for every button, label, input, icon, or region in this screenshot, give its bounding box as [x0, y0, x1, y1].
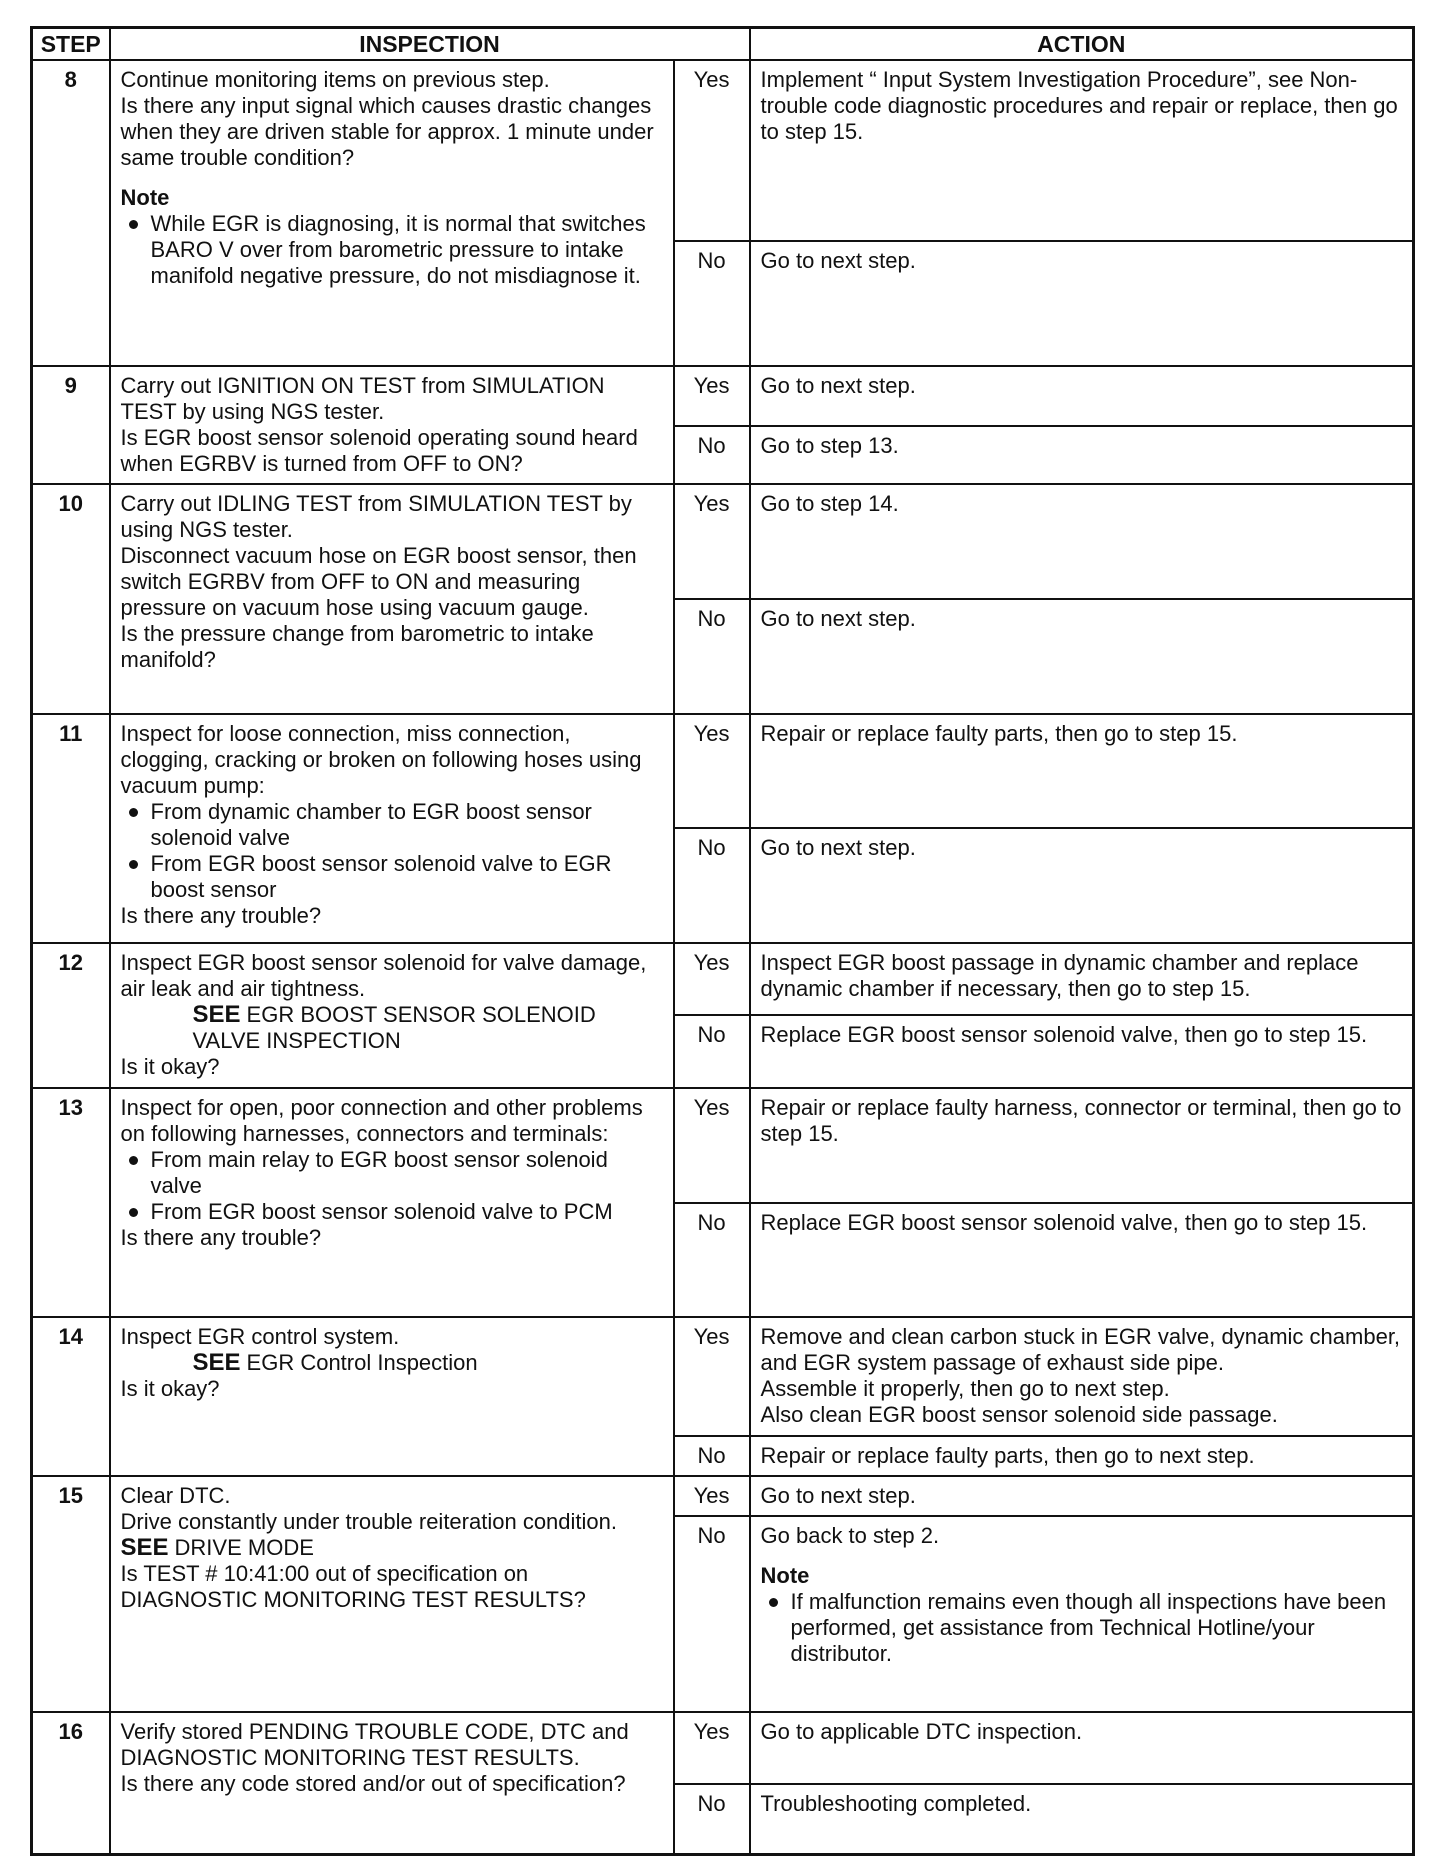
no-label: No	[674, 1516, 750, 1711]
no-label: No	[674, 241, 750, 366]
inspection-text: Carry out IGNITION ON TEST from SIMULATION TEST by using NGS tester.	[120, 372, 605, 424]
header-step: STEP	[32, 28, 110, 61]
step-number: 12	[32, 943, 110, 1088]
see-keyword: SEE	[192, 1001, 241, 1029]
step-number: 16	[32, 1712, 110, 1855]
step-number: 15	[32, 1476, 110, 1711]
table-row	[32, 60, 1414, 241]
no-action: Go to next step.	[750, 241, 1414, 366]
inspection-cell	[110, 1712, 674, 1855]
yes-label: Yes	[674, 1476, 750, 1516]
yes-action: Go to step 14.	[750, 484, 1414, 599]
action-text: Also clean EGR boost sensor solenoid side passage.	[760, 1402, 1278, 1428]
note-bullet: While EGR is diagnosing, it is normal that switches BARO V over from barometric pressure to intake manifold negative pressure, do not misdiagnose it.	[121, 211, 663, 289]
no-label: No	[674, 1203, 750, 1318]
step-number: 11	[32, 714, 110, 943]
see-target: EGR BOOST SENSOR SOLENOID VALVE INSPECTION	[192, 1002, 596, 1054]
inspection-cell	[110, 1317, 674, 1476]
yes-label: Yes	[674, 714, 750, 829]
inspection-text: Inspect for loose connection, miss connection, clogging, cracking or broken on following hoses using vacuum pump:	[120, 720, 642, 798]
yes-label: Yes	[674, 1088, 750, 1203]
yes-action: Repair or replace faulty parts, then go to step 15.	[750, 714, 1414, 829]
yes-action: Inspect EGR boost passage in dynamic chamber and replace dynamic chamber if necessary, then go to step 15.	[750, 943, 1414, 1015]
see-target: EGR Control Inspection	[246, 1350, 478, 1376]
inspection-text: Carry out IDLING TEST from SIMULATION TEST by using NGS tester.	[120, 491, 632, 543]
inspection-text: Inspect EGR boost sensor solenoid for valve damage, air leak and air tightness.	[120, 950, 647, 1002]
inspection-question: Is there any code stored and/or out of specification?	[120, 1770, 626, 1796]
note-title: Note	[760, 1563, 810, 1589]
see-keyword: SEE	[120, 1534, 169, 1562]
diagnostic-table	[30, 26, 1415, 1856]
no-action: Replace EGR boost sensor solenoid valve, then go to step 15.	[750, 1203, 1414, 1318]
no-label: No	[674, 599, 750, 714]
harness-bullet: From main relay to EGR boost sensor solenoid valve	[121, 1147, 663, 1199]
harness-bullet: From EGR boost sensor solenoid valve to PCM	[121, 1199, 663, 1225]
inspection-cell	[110, 943, 674, 1088]
no-action: Go to next step.	[750, 828, 1414, 943]
action-text: Remove and clean carbon stuck in EGR valve, dynamic chamber, and EGR system passage of exhaust side pipe.	[760, 1324, 1401, 1376]
inspection-question: Is it okay?	[120, 1054, 220, 1080]
hose-bullet: From dynamic chamber to EGR boost sensor solenoid valve	[121, 799, 663, 851]
no-action	[750, 1516, 1414, 1711]
yes-action: Go to next step.	[750, 366, 1414, 426]
inspection-text: Inspect for open, poor connection and other problems on following harnesses, connectors and terminals:	[120, 1094, 643, 1146]
inspection-question: Is it okay?	[120, 1376, 220, 1402]
yes-action: Repair or replace faulty harness, connector or terminal, then go to step 15.	[750, 1088, 1414, 1203]
step-number: 14	[32, 1317, 110, 1476]
step-number: 10	[32, 484, 110, 713]
yes-label: Yes	[674, 1317, 750, 1436]
inspection-cell	[110, 714, 674, 943]
yes-label: Yes	[674, 366, 750, 426]
yes-label: Yes	[674, 943, 750, 1015]
action-text: Assemble it properly, then go to next step.	[760, 1376, 1170, 1402]
no-action: Go to next step.	[750, 599, 1414, 714]
inspection-question: Is there any trouble?	[120, 1224, 322, 1250]
inspection-cell	[110, 366, 674, 485]
table-row	[32, 366, 1414, 426]
see-reference	[121, 1350, 663, 1376]
inspection-text: Verify stored PENDING TROUBLE CODE, DTC and DIAGNOSTIC MONITORING TEST RESULTS.	[120, 1718, 629, 1770]
no-label: No	[674, 426, 750, 484]
note-bullet: If malfunction remains even though all inspections have been performed, get assistance from Technical Hotline/your distributor.	[761, 1589, 1403, 1667]
yes-action	[750, 1317, 1414, 1436]
inspection-question: Is TEST # 10:41:00 out of specification on DIAGNOSTIC MONITORING TEST RESULTS?	[120, 1561, 586, 1613]
inspection-text: Drive constantly under trouble reiteration condition.	[120, 1509, 617, 1535]
table-row	[32, 1712, 1414, 1784]
step-number: 13	[32, 1088, 110, 1317]
hose-bullet: From EGR boost sensor solenoid valve to EGR boost sensor	[121, 851, 663, 903]
step-number: 8	[32, 60, 110, 366]
header-row	[32, 28, 1414, 61]
inspection-text: Is EGR boost sensor solenoid operating sound heard when EGRBV is turned from OFF to ON?	[120, 424, 638, 476]
inspection-text: Is there any input signal which causes drastic changes when they are driven stable for approx. 1 minute under same trouble condition?	[120, 93, 654, 170]
table-row	[32, 484, 1414, 599]
yes-action: Go to next step.	[750, 1476, 1414, 1516]
header-action: ACTION	[750, 28, 1414, 61]
action-text: Go back to step 2.	[760, 1523, 940, 1549]
inspection-cell	[110, 60, 674, 366]
inspection-cell	[110, 484, 674, 713]
no-label: No	[674, 1784, 750, 1855]
no-label: No	[674, 1015, 750, 1087]
inspection-text: Disconnect vacuum hose on EGR boost sensor, then switch EGRBV from OFF to ON and measuring pressure on vacuum hose using vacuum gauge.	[120, 543, 637, 621]
see-reference	[121, 1535, 663, 1561]
see-keyword: SEE	[192, 1349, 241, 1377]
no-action: Troubleshooting completed.	[750, 1784, 1414, 1855]
note-title: Note	[120, 185, 170, 210]
yes-action: Go to applicable DTC inspection.	[750, 1712, 1414, 1784]
inspection-text: Inspect EGR control system.	[120, 1324, 400, 1350]
inspection-text: Clear DTC.	[120, 1483, 231, 1509]
yes-label: Yes	[674, 1712, 750, 1784]
inspection-question: Is there any trouble?	[120, 902, 322, 928]
see-target: DRIVE MODE	[174, 1535, 314, 1561]
no-action: Replace EGR boost sensor solenoid valve, then go to step 15.	[750, 1015, 1414, 1087]
inspection-cell	[110, 1476, 674, 1711]
step-number: 9	[32, 366, 110, 485]
no-label: No	[674, 1436, 750, 1476]
no-action: Go to step 13.	[750, 426, 1414, 484]
table-row	[32, 943, 1414, 1015]
no-action: Repair or replace faulty parts, then go to next step.	[750, 1436, 1414, 1476]
table-row	[32, 1476, 1414, 1516]
yes-label: Yes	[674, 484, 750, 599]
yes-action: Implement “ Input System Investigation Procedure”, see Non-trouble code diagnostic procedures and repair or replace, then go to step 15.	[750, 60, 1414, 241]
header-inspection: INSPECTION	[110, 28, 750, 61]
yes-label: Yes	[674, 60, 750, 241]
table-row	[32, 1317, 1414, 1436]
table-row	[32, 714, 1414, 829]
no-label: No	[674, 828, 750, 943]
see-reference	[121, 1002, 663, 1054]
table-row	[32, 1088, 1414, 1203]
inspection-text: Is the pressure change from barometric to intake manifold?	[120, 621, 594, 673]
inspection-cell	[110, 1088, 674, 1317]
inspection-text: Continue monitoring items on previous step.	[120, 67, 550, 92]
